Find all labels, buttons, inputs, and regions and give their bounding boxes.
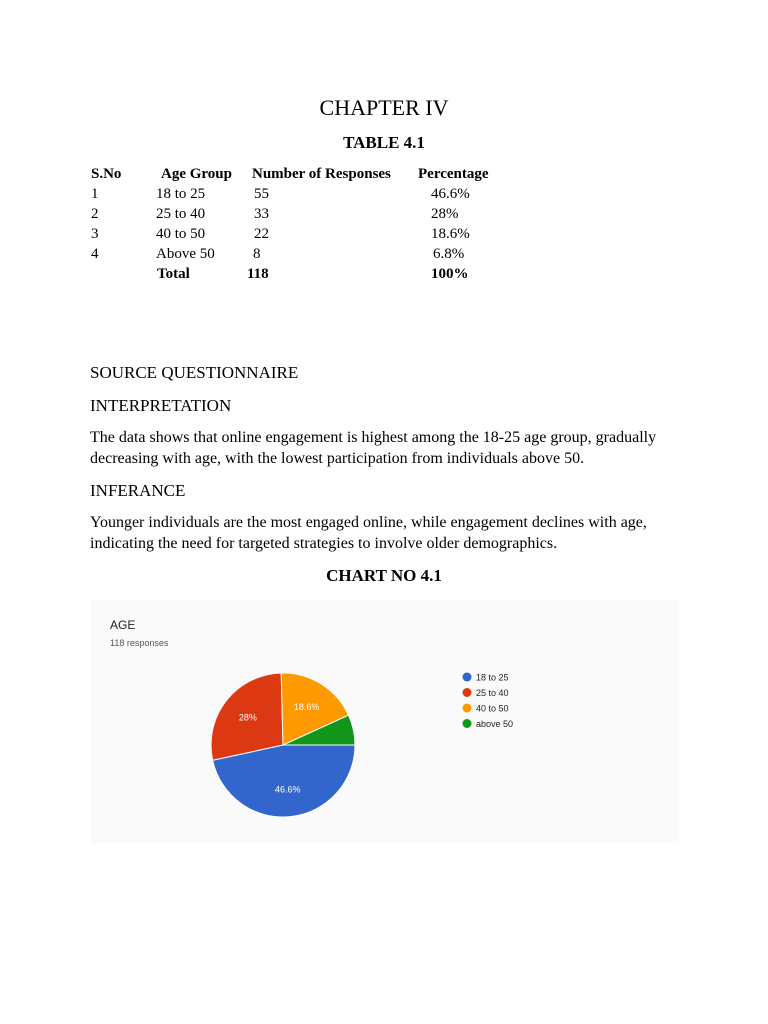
pie-data-label: 46.6% (274, 784, 301, 795)
inference-text (90, 512, 690, 554)
row-responses: 8 (253, 246, 261, 262)
legend-item (463, 673, 509, 683)
legend-label: 18 to 25 (476, 672, 509, 683)
interpretation-line: decreasing with age, with the lowest participation from individuals above 50. (90, 450, 585, 467)
age-group-table (91, 164, 511, 289)
row-percentage: 46.6% (431, 186, 470, 202)
inference-heading: INFERANCE (90, 481, 186, 500)
interpretation-line: The data shows that online engagement is highest among the 18-25 age group, gradually (90, 429, 657, 446)
header-sno: S.No (91, 166, 122, 182)
header-percentage: Percentage (418, 166, 489, 182)
row-sno: 1 (91, 186, 99, 202)
pie-chart-svg (91, 600, 679, 843)
row-responses: 22 (254, 226, 269, 242)
source-line: SOURCE QUESTIONNAIRE (90, 363, 299, 382)
interpretation-text (90, 427, 690, 469)
row-age-group: 40 to 50 (156, 226, 206, 242)
chart-card-subtitle: 118 responses (110, 638, 169, 648)
row-percentage: 28% (431, 206, 459, 222)
chart-card-title: AGE (110, 618, 136, 632)
row-responses: 33 (254, 206, 269, 222)
row-percentage: 6.8% (433, 246, 465, 262)
header-age-group: Age Group (161, 166, 232, 182)
total-percentage: 100% (431, 266, 469, 282)
legend-label: 40 to 50 (476, 703, 509, 714)
row-sno: 2 (91, 206, 99, 222)
legend-swatch (463, 688, 472, 697)
legend-item (463, 704, 509, 714)
pie-legend (463, 673, 514, 730)
row-age-group: 25 to 40 (156, 206, 206, 222)
pie-slices (211, 673, 355, 817)
header-number-of-responses: Number of Responses (252, 166, 391, 182)
legend-swatch (463, 704, 472, 713)
age-pie-chart (91, 600, 679, 843)
total-label: Total (157, 266, 190, 282)
row-age-group: 18 to 25 (156, 186, 206, 202)
row-sno: 4 (91, 246, 99, 262)
pie-data-label: 18.6% (293, 702, 320, 713)
inference-line: indicating the need for targeted strategies to involve older demographics. (90, 535, 558, 552)
table-title: TABLE 4.1 (343, 133, 425, 152)
legend-label: 25 to 40 (476, 688, 509, 698)
row-responses: 55 (254, 186, 269, 202)
row-percentage: 18.6% (431, 226, 470, 242)
legend-item (463, 719, 514, 729)
interpretation-heading: INTERPRETATION (90, 396, 232, 415)
chapter-heading: CHAPTER IV (319, 95, 449, 120)
legend-swatch (463, 719, 472, 728)
pie-data-label: 28% (238, 712, 257, 723)
inference-line: Younger individuals are the most engaged online, while engagement declines with age, (90, 514, 647, 531)
legend-label: above 50 (476, 719, 514, 729)
legend-item (463, 688, 509, 698)
chart-title: CHART NO 4.1 (326, 566, 442, 585)
total-responses: 118 (247, 266, 269, 282)
legend-swatch (463, 673, 472, 682)
row-age-group: Above 50 (156, 246, 215, 262)
row-sno: 3 (91, 226, 99, 242)
